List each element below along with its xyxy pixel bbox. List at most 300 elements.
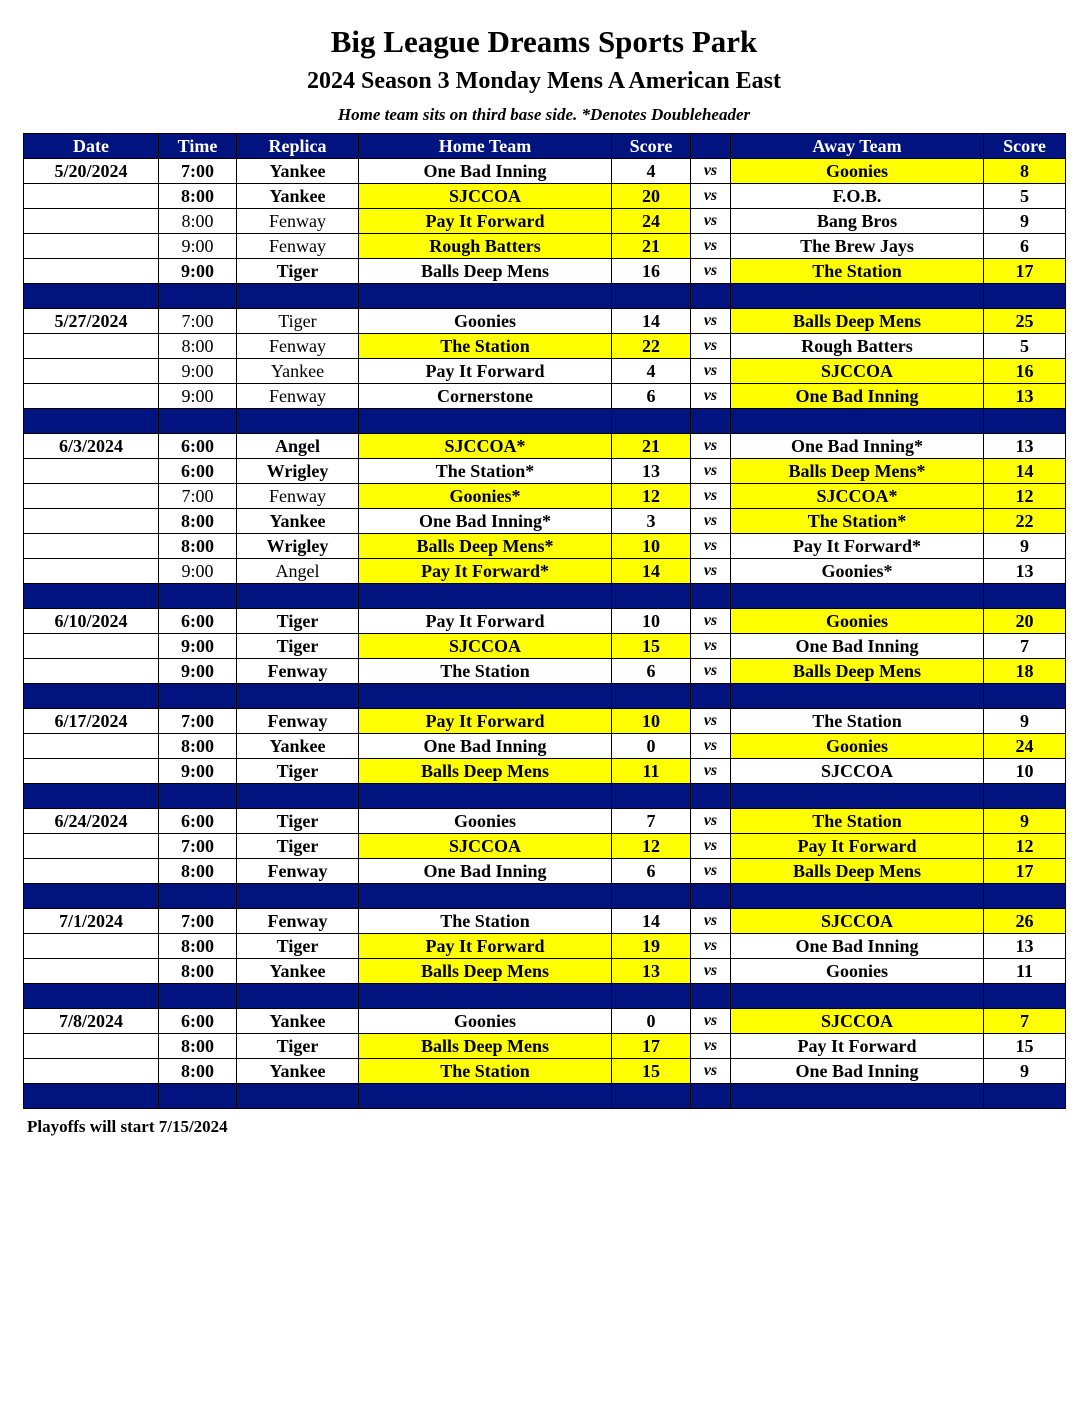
game-time: 9:00	[159, 559, 237, 584]
home-team: The Station	[359, 334, 612, 359]
home-team: The Station*	[359, 459, 612, 484]
home-score: 13	[612, 959, 691, 984]
separator-cell	[984, 884, 1066, 909]
away-score: 16	[984, 359, 1066, 384]
schedule-table	[23, 133, 1066, 1109]
game-row	[24, 1034, 1066, 1059]
game-replica: Yankee	[237, 184, 359, 209]
game-time: 8:00	[159, 934, 237, 959]
game-date	[24, 359, 159, 384]
game-date	[24, 184, 159, 209]
separator-cell	[984, 1084, 1066, 1109]
game-date: 5/27/2024	[24, 309, 159, 334]
away-score: 14	[984, 459, 1066, 484]
game-time: 6:00	[159, 809, 237, 834]
vs-label: vs	[691, 834, 731, 859]
away-score: 10	[984, 759, 1066, 784]
game-row	[24, 834, 1066, 859]
away-team: The Station	[731, 709, 984, 734]
game-row	[24, 359, 1066, 384]
game-row	[24, 534, 1066, 559]
header-home-score: Score	[612, 134, 691, 159]
week-separator	[24, 1084, 1066, 1109]
header-row	[24, 134, 1066, 159]
home-team: The Station	[359, 659, 612, 684]
separator-cell	[731, 684, 984, 709]
home-score: 10	[612, 709, 691, 734]
vs-label: vs	[691, 659, 731, 684]
away-team: Rough Batters	[731, 334, 984, 359]
game-date: 6/24/2024	[24, 809, 159, 834]
page-subtitle: 2024 Season 3 Monday Mens A American East	[306, 68, 782, 94]
separator-cell	[984, 284, 1066, 309]
away-score: 25	[984, 309, 1066, 334]
game-row	[24, 959, 1066, 984]
home-score: 4	[612, 359, 691, 384]
separator-cell	[984, 684, 1066, 709]
separator-cell	[984, 409, 1066, 434]
home-team: Pay It Forward	[359, 609, 612, 634]
game-row	[24, 384, 1066, 409]
vs-label: vs	[691, 559, 731, 584]
home-score: 6	[612, 859, 691, 884]
separator-cell	[237, 884, 359, 909]
vs-label: vs	[691, 334, 731, 359]
game-time: 9:00	[159, 634, 237, 659]
away-team: One Bad Inning	[731, 934, 984, 959]
separator-cell	[24, 409, 159, 434]
home-score: 24	[612, 209, 691, 234]
away-team: The Station*	[731, 509, 984, 534]
away-team: SJCCOA	[731, 359, 984, 384]
separator-cell	[24, 884, 159, 909]
away-score: 11	[984, 959, 1066, 984]
separator-cell	[731, 784, 984, 809]
separator-cell	[612, 409, 691, 434]
game-date: 6/17/2024	[24, 709, 159, 734]
game-time: 6:00	[159, 434, 237, 459]
week-separator	[24, 409, 1066, 434]
game-row	[24, 609, 1066, 634]
game-row	[24, 259, 1066, 284]
separator-cell	[159, 884, 237, 909]
separator-cell	[612, 984, 691, 1009]
game-replica: Angel	[237, 434, 359, 459]
away-team: One Bad Inning	[731, 634, 984, 659]
away-team: Pay It Forward	[731, 1034, 984, 1059]
vs-label: vs	[691, 1009, 731, 1034]
vs-label: vs	[691, 734, 731, 759]
game-date	[24, 459, 159, 484]
home-team: Balls Deep Mens	[359, 259, 612, 284]
home-score: 21	[612, 434, 691, 459]
home-score: 20	[612, 184, 691, 209]
game-date: 6/10/2024	[24, 609, 159, 634]
game-row	[24, 234, 1066, 259]
game-date	[24, 534, 159, 559]
separator-cell	[359, 684, 612, 709]
separator-cell	[731, 284, 984, 309]
separator-cell	[691, 1084, 731, 1109]
game-time: 8:00	[159, 184, 237, 209]
game-date	[24, 559, 159, 584]
away-team: One Bad Inning	[731, 384, 984, 409]
away-score: 13	[984, 384, 1066, 409]
vs-label: vs	[691, 934, 731, 959]
away-team: Balls Deep Mens*	[731, 459, 984, 484]
home-team: One Bad Inning*	[359, 509, 612, 534]
separator-cell	[359, 284, 612, 309]
game-replica: Yankee	[237, 159, 359, 184]
home-score: 7	[612, 809, 691, 834]
game-row	[24, 1009, 1066, 1034]
game-replica: Fenway	[237, 909, 359, 934]
game-time: 9:00	[159, 659, 237, 684]
separator-cell	[24, 1084, 159, 1109]
vs-label: vs	[691, 959, 731, 984]
separator-cell	[359, 884, 612, 909]
game-time: 8:00	[159, 1059, 237, 1084]
game-time: 8:00	[159, 334, 237, 359]
game-date	[24, 334, 159, 359]
vs-label: vs	[691, 509, 731, 534]
playoffs-note: Playoffs will start 7/15/2024	[27, 1117, 228, 1136]
game-replica: Yankee	[237, 1009, 359, 1034]
game-time: 8:00	[159, 1034, 237, 1059]
game-time: 9:00	[159, 759, 237, 784]
away-score: 12	[984, 484, 1066, 509]
vs-label: vs	[691, 1059, 731, 1084]
game-row	[24, 459, 1066, 484]
game-replica: Fenway	[237, 334, 359, 359]
game-row	[24, 184, 1066, 209]
home-team: Pay It Forward	[359, 209, 612, 234]
home-score: 12	[612, 484, 691, 509]
separator-cell	[159, 584, 237, 609]
game-date	[24, 1059, 159, 1084]
home-score: 14	[612, 559, 691, 584]
week-separator	[24, 684, 1066, 709]
separator-cell	[24, 284, 159, 309]
away-team: Goonies	[731, 734, 984, 759]
vs-label: vs	[691, 309, 731, 334]
game-replica: Yankee	[237, 359, 359, 384]
game-row	[24, 484, 1066, 509]
header-time: Time	[159, 134, 237, 159]
game-date: 7/1/2024	[24, 909, 159, 934]
home-team: Pay It Forward	[359, 359, 612, 384]
game-replica: Tiger	[237, 934, 359, 959]
separator-cell	[612, 884, 691, 909]
game-replica: Fenway	[237, 659, 359, 684]
game-time: 9:00	[159, 359, 237, 384]
home-score: 17	[612, 1034, 691, 1059]
game-replica: Fenway	[237, 234, 359, 259]
game-time: 8:00	[159, 959, 237, 984]
home-team: SJCCOA	[359, 634, 612, 659]
game-time: 8:00	[159, 534, 237, 559]
week-separator	[24, 284, 1066, 309]
home-team: Pay It Forward*	[359, 559, 612, 584]
home-score: 13	[612, 459, 691, 484]
separator-cell	[612, 284, 691, 309]
game-date	[24, 384, 159, 409]
away-score: 9	[984, 709, 1066, 734]
vs-label: vs	[691, 1034, 731, 1059]
separator-cell	[612, 784, 691, 809]
game-time: 8:00	[159, 859, 237, 884]
game-date: 5/20/2024	[24, 159, 159, 184]
week-separator	[24, 984, 1066, 1009]
separator-cell	[237, 1084, 359, 1109]
away-score: 9	[984, 809, 1066, 834]
away-team: The Station	[731, 809, 984, 834]
game-replica: Fenway	[237, 384, 359, 409]
vs-label: vs	[691, 459, 731, 484]
game-row	[24, 759, 1066, 784]
home-team: SJCCOA*	[359, 434, 612, 459]
game-date	[24, 634, 159, 659]
separator-cell	[612, 1084, 691, 1109]
away-team: Balls Deep Mens	[731, 859, 984, 884]
vs-label: vs	[691, 234, 731, 259]
game-row	[24, 634, 1066, 659]
separator-cell	[731, 884, 984, 909]
game-time: 6:00	[159, 1009, 237, 1034]
separator-cell	[984, 784, 1066, 809]
game-replica: Tiger	[237, 834, 359, 859]
away-team: Goonies	[731, 159, 984, 184]
away-score: 20	[984, 609, 1066, 634]
game-row	[24, 934, 1066, 959]
separator-cell	[159, 684, 237, 709]
separator-cell	[237, 584, 359, 609]
home-score: 14	[612, 309, 691, 334]
away-team: SJCCOA	[731, 759, 984, 784]
game-replica: Tiger	[237, 634, 359, 659]
game-date	[24, 209, 159, 234]
game-time: 7:00	[159, 484, 237, 509]
game-replica: Tiger	[237, 759, 359, 784]
game-date	[24, 859, 159, 884]
separator-cell	[731, 584, 984, 609]
vs-label: vs	[691, 434, 731, 459]
week-separator	[24, 784, 1066, 809]
vs-label: vs	[691, 759, 731, 784]
game-row	[24, 809, 1066, 834]
vs-label: vs	[691, 484, 731, 509]
separator-cell	[691, 984, 731, 1009]
away-team: SJCCOA	[731, 1009, 984, 1034]
home-team: Balls Deep Mens	[359, 1034, 612, 1059]
separator-cell	[159, 284, 237, 309]
home-score: 0	[612, 734, 691, 759]
game-row	[24, 434, 1066, 459]
game-time: 8:00	[159, 734, 237, 759]
game-replica: Wrigley	[237, 459, 359, 484]
game-date	[24, 484, 159, 509]
separator-cell	[159, 984, 237, 1009]
home-team: Rough Batters	[359, 234, 612, 259]
away-score: 9	[984, 209, 1066, 234]
vs-label: vs	[691, 709, 731, 734]
home-score: 22	[612, 334, 691, 359]
away-team: SJCCOA*	[731, 484, 984, 509]
game-date	[24, 959, 159, 984]
home-score: 21	[612, 234, 691, 259]
game-replica: Fenway	[237, 709, 359, 734]
away-team: One Bad Inning*	[731, 434, 984, 459]
game-replica: Tiger	[237, 809, 359, 834]
home-score: 10	[612, 534, 691, 559]
home-team: Goonies*	[359, 484, 612, 509]
game-date	[24, 234, 159, 259]
header-replica: Replica	[237, 134, 359, 159]
away-score: 5	[984, 184, 1066, 209]
home-score: 4	[612, 159, 691, 184]
game-date	[24, 759, 159, 784]
game-row	[24, 334, 1066, 359]
game-replica: Yankee	[237, 509, 359, 534]
home-team: SJCCOA	[359, 184, 612, 209]
separator-cell	[359, 784, 612, 809]
away-score: 12	[984, 834, 1066, 859]
home-score: 6	[612, 384, 691, 409]
away-score: 9	[984, 1059, 1066, 1084]
away-score: 24	[984, 734, 1066, 759]
game-time: 8:00	[159, 209, 237, 234]
away-team: Balls Deep Mens	[731, 659, 984, 684]
game-date	[24, 509, 159, 534]
game-replica: Fenway	[237, 859, 359, 884]
separator-cell	[731, 409, 984, 434]
separator-cell	[24, 584, 159, 609]
game-date: 6/3/2024	[24, 434, 159, 459]
separator-cell	[159, 409, 237, 434]
header-vs	[691, 134, 731, 159]
game-row	[24, 309, 1066, 334]
separator-cell	[984, 584, 1066, 609]
home-score: 15	[612, 634, 691, 659]
separator-cell	[24, 784, 159, 809]
away-team: Goonies	[731, 609, 984, 634]
home-team: The Station	[359, 909, 612, 934]
home-score: 11	[612, 759, 691, 784]
game-row	[24, 559, 1066, 584]
game-replica: Fenway	[237, 484, 359, 509]
game-time: 7:00	[159, 309, 237, 334]
game-row	[24, 709, 1066, 734]
home-score: 15	[612, 1059, 691, 1084]
separator-cell	[24, 984, 159, 1009]
home-team: One Bad Inning	[359, 734, 612, 759]
home-team: Balls Deep Mens	[359, 759, 612, 784]
separator-cell	[359, 984, 612, 1009]
game-date	[24, 834, 159, 859]
game-row	[24, 509, 1066, 534]
game-row	[24, 159, 1066, 184]
game-row	[24, 859, 1066, 884]
vs-label: vs	[691, 609, 731, 634]
separator-cell	[731, 1084, 984, 1109]
vs-label: vs	[691, 359, 731, 384]
home-team: Pay It Forward	[359, 934, 612, 959]
game-replica: Wrigley	[237, 534, 359, 559]
vs-label: vs	[691, 159, 731, 184]
game-replica: Tiger	[237, 259, 359, 284]
home-team: Goonies	[359, 309, 612, 334]
separator-cell	[691, 684, 731, 709]
game-date	[24, 734, 159, 759]
separator-cell	[691, 584, 731, 609]
separator-cell	[359, 1084, 612, 1109]
schedule-body	[24, 159, 1066, 1109]
away-team: Balls Deep Mens	[731, 309, 984, 334]
separator-cell	[237, 284, 359, 309]
away-team: The Brew Jays	[731, 234, 984, 259]
away-score: 6	[984, 234, 1066, 259]
home-team: Goonies	[359, 809, 612, 834]
week-separator	[24, 584, 1066, 609]
home-team: One Bad Inning	[359, 859, 612, 884]
away-team: Bang Bros	[731, 209, 984, 234]
home-score: 10	[612, 609, 691, 634]
game-date	[24, 659, 159, 684]
vs-label: vs	[691, 859, 731, 884]
home-score: 12	[612, 834, 691, 859]
game-time: 9:00	[159, 259, 237, 284]
header-date: Date	[24, 134, 159, 159]
separator-cell	[237, 984, 359, 1009]
away-team: Goonies*	[731, 559, 984, 584]
vs-label: vs	[691, 809, 731, 834]
game-time: 9:00	[159, 384, 237, 409]
away-team: F.O.B.	[731, 184, 984, 209]
game-date	[24, 1034, 159, 1059]
home-score: 6	[612, 659, 691, 684]
game-time: 6:00	[159, 459, 237, 484]
game-replica: Tiger	[237, 309, 359, 334]
header-away-score: Score	[984, 134, 1066, 159]
game-row	[24, 909, 1066, 934]
separator-cell	[691, 884, 731, 909]
separator-cell	[691, 409, 731, 434]
game-row	[24, 209, 1066, 234]
home-team: Goonies	[359, 1009, 612, 1034]
separator-cell	[691, 284, 731, 309]
game-replica: Tiger	[237, 1034, 359, 1059]
home-team: SJCCOA	[359, 834, 612, 859]
game-time: 7:00	[159, 709, 237, 734]
home-team: Pay It Forward	[359, 709, 612, 734]
separator-cell	[612, 584, 691, 609]
game-time: 7:00	[159, 159, 237, 184]
home-team: Balls Deep Mens*	[359, 534, 612, 559]
away-score: 17	[984, 259, 1066, 284]
week-separator	[24, 884, 1066, 909]
header-home-team: Home Team	[359, 134, 612, 159]
vs-label: vs	[691, 209, 731, 234]
home-team: Cornerstone	[359, 384, 612, 409]
home-score: 19	[612, 934, 691, 959]
home-team: One Bad Inning	[359, 159, 612, 184]
away-score: 13	[984, 934, 1066, 959]
away-score: 7	[984, 634, 1066, 659]
page-title: Big League Dreams Sports Park	[330, 24, 758, 59]
separator-cell	[691, 784, 731, 809]
game-time: 6:00	[159, 609, 237, 634]
vs-label: vs	[691, 259, 731, 284]
